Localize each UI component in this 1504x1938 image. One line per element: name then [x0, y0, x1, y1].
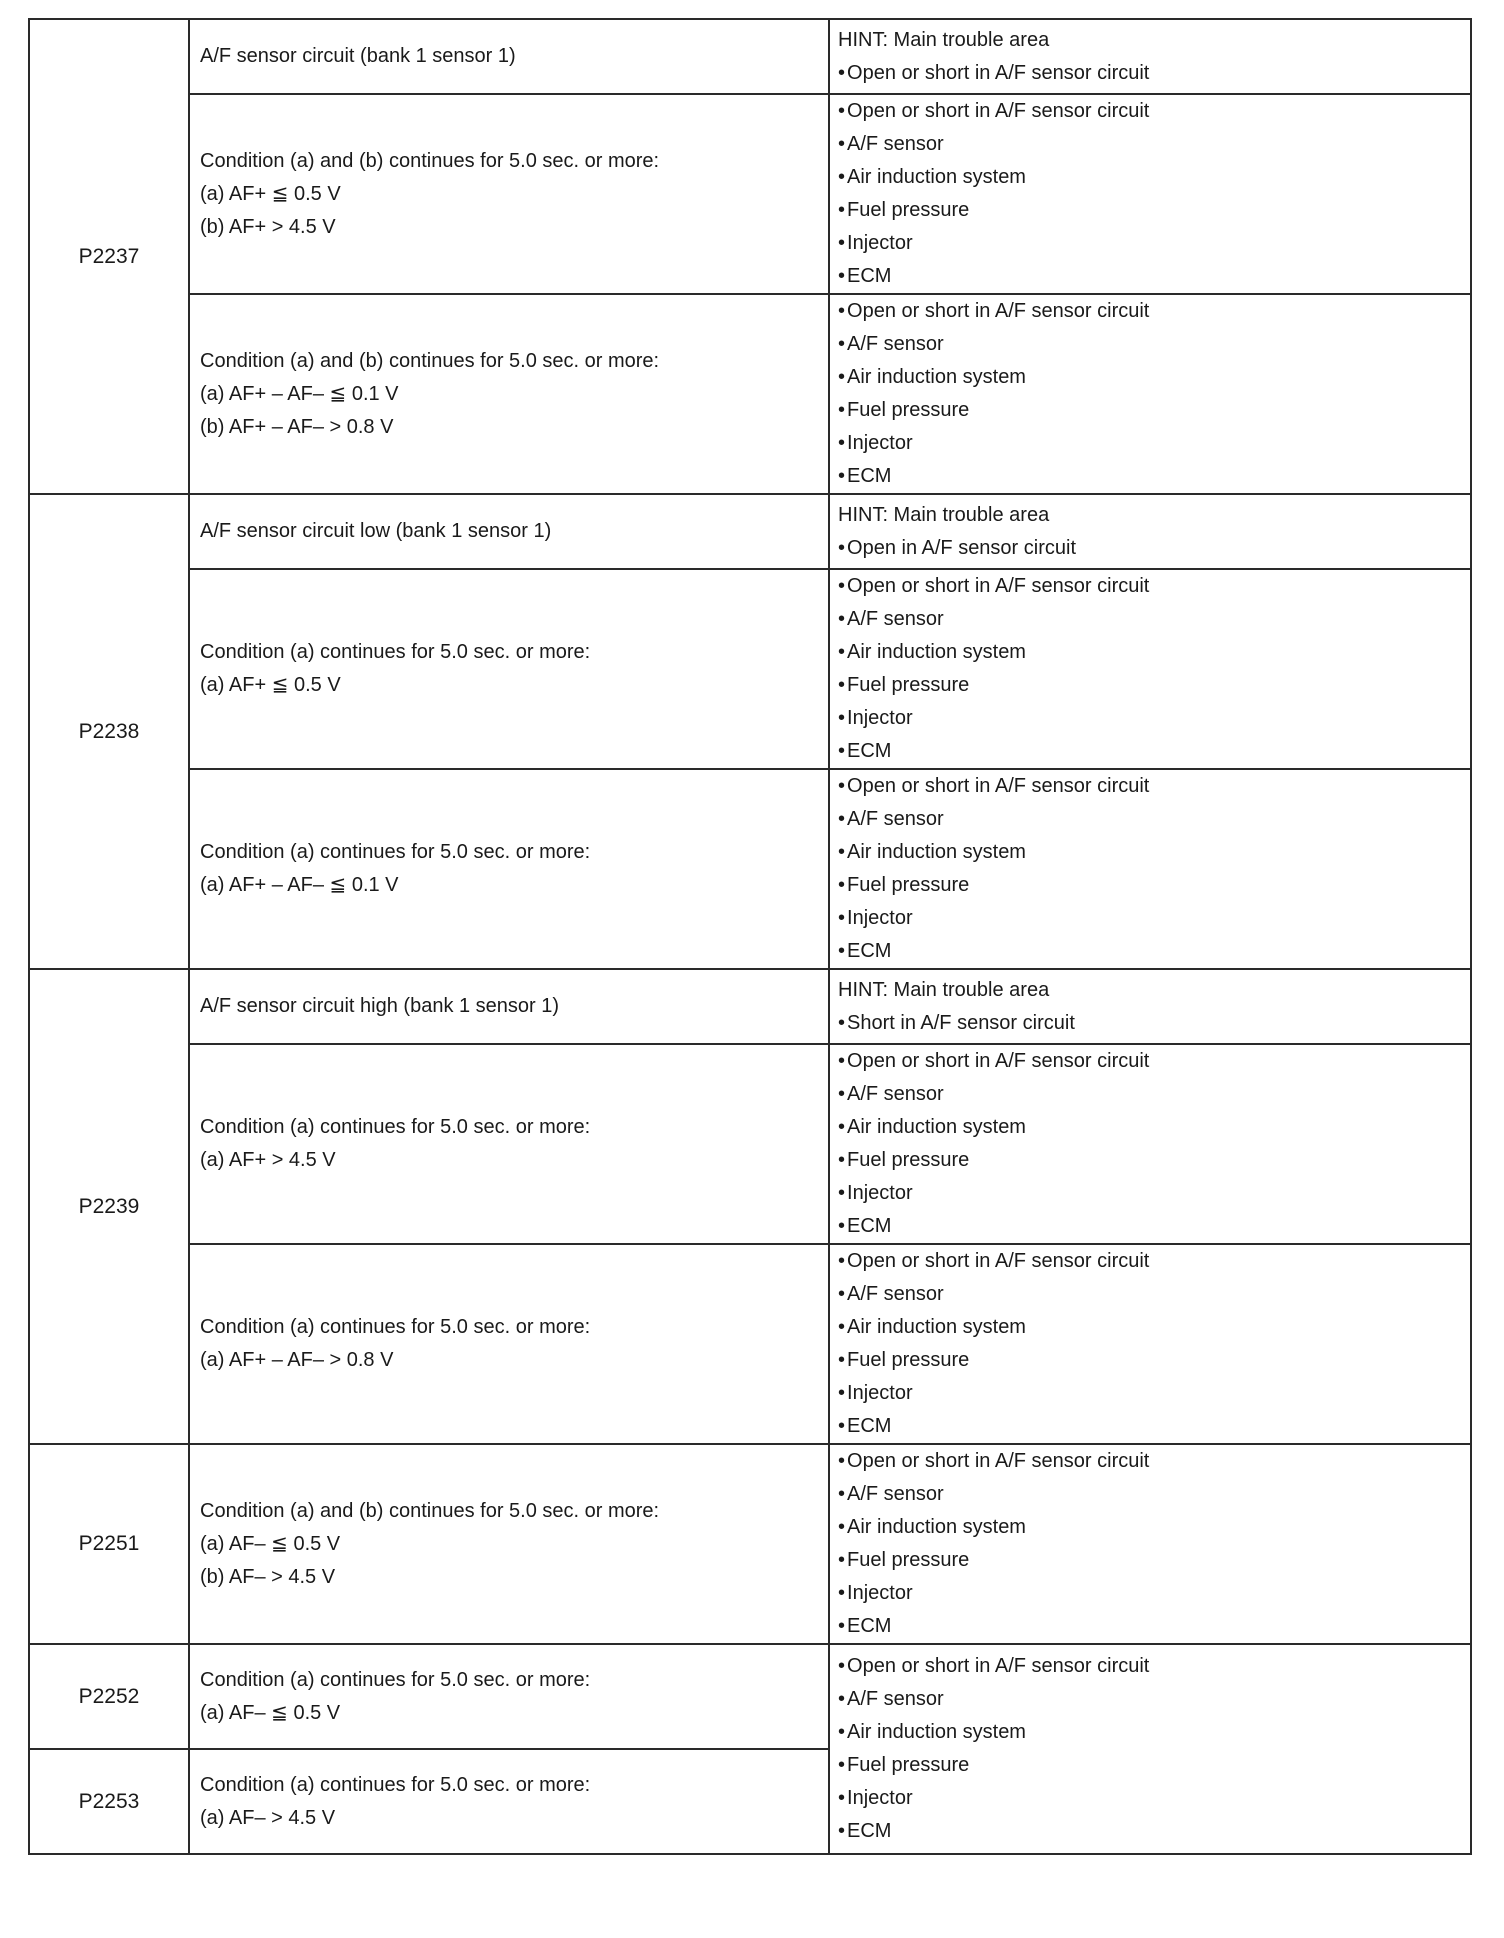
trouble-area-item: • Air induction system [838, 161, 1462, 194]
condition-line: Condition (a) continues for 5.0 sec. or more: [200, 841, 591, 863]
dtc-code: P2237 [78, 244, 140, 268]
trouble-area-item: • Air induction system [838, 836, 1462, 869]
condition-cell [189, 494, 829, 569]
condition-line: (b) AF+ > 4.5 V [200, 215, 336, 238]
condition-cell [189, 94, 829, 294]
dtc-code-cell [29, 1444, 189, 1644]
condition-line: (b) AF+ – AF– > 0.8 V [200, 415, 394, 438]
trouble-area-cell [829, 494, 1471, 569]
dtc-table [28, 18, 1472, 1855]
trouble-area-item: • ECM [838, 935, 1462, 968]
trouble-area-cell [829, 1644, 1471, 1854]
trouble-area-cell [829, 969, 1471, 1044]
condition-line: (b) AF– > 4.5 V [200, 1565, 336, 1588]
condition-line: Condition (a) continues for 5.0 sec. or more: [200, 1773, 591, 1796]
condition-line: Condition (a) continues for 5.0 sec. or more: [200, 1316, 591, 1338]
trouble-area-item: • A/F sensor [838, 1478, 1462, 1511]
trouble-area-item: • A/F sensor [838, 1078, 1462, 1111]
trouble-area-item: • Open or short in A/F sensor circuit [838, 1650, 1462, 1683]
condition-line: (a) AF– ≦ 0.5 V [200, 1701, 341, 1724]
trouble-area-item: • A/F sensor [838, 1278, 1462, 1311]
trouble-area-item: • Injector [838, 702, 1462, 735]
condition-line: A/F sensor circuit (bank 1 sensor 1) [200, 45, 516, 67]
trouble-area-item: • Open or short in A/F sensor circuit [838, 57, 1462, 90]
condition-line: (a) AF– ≦ 0.5 V [200, 1532, 341, 1555]
dtc-code-cell [29, 1644, 189, 1749]
hint-label: HINT: Main trouble area [838, 503, 1050, 526]
table-row [29, 294, 1471, 494]
condition-line: Condition (a) and (b) continues for 5.0 sec. or more: [200, 1499, 660, 1522]
trouble-area-item: • A/F sensor [838, 328, 1462, 361]
trouble-area-item: • Air induction system [838, 1511, 1462, 1544]
condition-line: Condition (a) continues for 5.0 sec. or more: [200, 1116, 591, 1138]
table-row [29, 494, 1471, 569]
trouble-area-item: • Air induction system [838, 636, 1462, 669]
trouble-area-item: • ECM [838, 1815, 1462, 1848]
trouble-area-item: • Injector [838, 1577, 1462, 1610]
trouble-area-cell [829, 294, 1471, 494]
trouble-area-item: • Injector [838, 1177, 1462, 1210]
condition-line: A/F sensor circuit high (bank 1 sensor 1) [200, 995, 560, 1017]
condition-cell [189, 19, 829, 94]
condition-cell [189, 294, 829, 494]
trouble-area-item: • A/F sensor [838, 128, 1462, 161]
trouble-area-cell [829, 1444, 1471, 1644]
trouble-area-item: • ECM [838, 1210, 1462, 1243]
trouble-area-item: • A/F sensor [838, 603, 1462, 636]
hint-label: HINT: Main trouble area [838, 978, 1050, 1001]
condition-cell [189, 569, 829, 769]
dtc-code: P2239 [78, 1194, 140, 1218]
trouble-area-item: • Open or short in A/F sensor circuit [838, 770, 1462, 803]
condition-cell [189, 1644, 829, 1749]
trouble-area-item: • ECM [838, 1410, 1462, 1443]
dtc-code-cell [29, 969, 189, 1444]
trouble-area-item: • Injector [838, 1782, 1462, 1815]
trouble-area-item: • Fuel pressure [838, 394, 1462, 427]
trouble-area-item: • Fuel pressure [838, 869, 1462, 902]
dtc-code-cell [29, 1749, 189, 1854]
condition-line: (a) AF+ ≦ 0.5 V [200, 182, 341, 205]
trouble-area-item: • Air induction system [838, 1311, 1462, 1344]
trouble-area-cell [829, 769, 1471, 969]
condition-cell [189, 969, 829, 1044]
trouble-area-item: • Air induction system [838, 1716, 1462, 1749]
trouble-area-cell [829, 569, 1471, 769]
condition-line: Condition (a) and (b) continues for 5.0 sec. or more: [200, 149, 660, 172]
trouble-area-item: • Injector [838, 1377, 1462, 1410]
trouble-area-item: • Open or short in A/F sensor circuit [838, 95, 1462, 128]
trouble-area-item: • Air induction system [838, 361, 1462, 394]
trouble-area-item: • Open or short in A/F sensor circuit [838, 1245, 1462, 1278]
trouble-area-item: • Open or short in A/F sensor circuit [838, 1045, 1462, 1078]
trouble-area-item: • A/F sensor [838, 1683, 1462, 1716]
table-row [29, 19, 1471, 94]
table-row [29, 94, 1471, 294]
condition-line: Condition (a) continues for 5.0 sec. or more: [200, 641, 591, 663]
condition-cell [189, 1044, 829, 1244]
condition-line: A/F sensor circuit low (bank 1 sensor 1) [200, 520, 552, 542]
trouble-area-cell [829, 19, 1471, 94]
table-row [29, 1644, 1471, 1749]
condition-cell [189, 769, 829, 969]
trouble-area-item: • Injector [838, 427, 1462, 460]
condition-cell [189, 1444, 829, 1644]
trouble-area-item: • Fuel pressure [838, 1544, 1462, 1577]
trouble-area-item: • Injector [838, 227, 1462, 260]
table-row [29, 1244, 1471, 1444]
dtc-code-cell [29, 494, 189, 969]
trouble-area-item: • ECM [838, 460, 1462, 493]
trouble-area-item: • Fuel pressure [838, 194, 1462, 227]
table-row [29, 1444, 1471, 1644]
trouble-area-item: • Injector [838, 902, 1462, 935]
trouble-area-item: • ECM [838, 1610, 1462, 1643]
trouble-area-item: • Open or short in A/F sensor circuit [838, 295, 1462, 328]
trouble-area-item: • Air induction system [838, 1111, 1462, 1144]
trouble-area-item: • ECM [838, 260, 1462, 293]
trouble-area-item: • Fuel pressure [838, 1749, 1462, 1782]
dtc-code: P2253 [78, 1789, 140, 1813]
trouble-area-cell [829, 1044, 1471, 1244]
trouble-area-item: • Open in A/F sensor circuit [838, 532, 1462, 565]
trouble-area-item: • Fuel pressure [838, 1344, 1462, 1377]
condition-line: (a) AF+ > 4.5 V [200, 1149, 336, 1171]
table-row [29, 569, 1471, 769]
trouble-area-item: • Fuel pressure [838, 669, 1462, 702]
trouble-area-item: • Open or short in A/F sensor circuit [838, 1445, 1462, 1478]
condition-line: (a) AF+ – AF– ≦ 0.1 V [200, 874, 399, 896]
trouble-area-item: • Open or short in A/F sensor circuit [838, 570, 1462, 603]
table-row [29, 769, 1471, 969]
trouble-area-cell [829, 94, 1471, 294]
condition-line: Condition (a) and (b) continues for 5.0 sec. or more: [200, 349, 660, 372]
trouble-area-item: • Fuel pressure [838, 1144, 1462, 1177]
trouble-area-item: • Short in A/F sensor circuit [838, 1007, 1462, 1040]
dtc-code: P2252 [78, 1684, 140, 1708]
condition-cell [189, 1749, 829, 1854]
hint-label: HINT: Main trouble area [838, 28, 1050, 51]
trouble-area-item: • ECM [838, 735, 1462, 768]
condition-line: (a) AF+ – AF– ≦ 0.1 V [200, 382, 399, 405]
dtc-code: P2238 [78, 719, 140, 743]
condition-line: (a) AF+ – AF– > 0.8 V [200, 1349, 394, 1371]
condition-cell [189, 1244, 829, 1444]
dtc-table-body [29, 19, 1471, 1854]
trouble-area-cell [829, 1244, 1471, 1444]
condition-line: Condition (a) continues for 5.0 sec. or more: [200, 1668, 591, 1691]
table-row [29, 1044, 1471, 1244]
dtc-code: P2251 [78, 1532, 140, 1555]
table-row [29, 969, 1471, 1044]
condition-line: (a) AF– > 4.5 V [200, 1806, 336, 1829]
condition-line: (a) AF+ ≦ 0.5 V [200, 674, 341, 696]
trouble-area-item: • A/F sensor [838, 803, 1462, 836]
dtc-code-cell [29, 19, 189, 494]
